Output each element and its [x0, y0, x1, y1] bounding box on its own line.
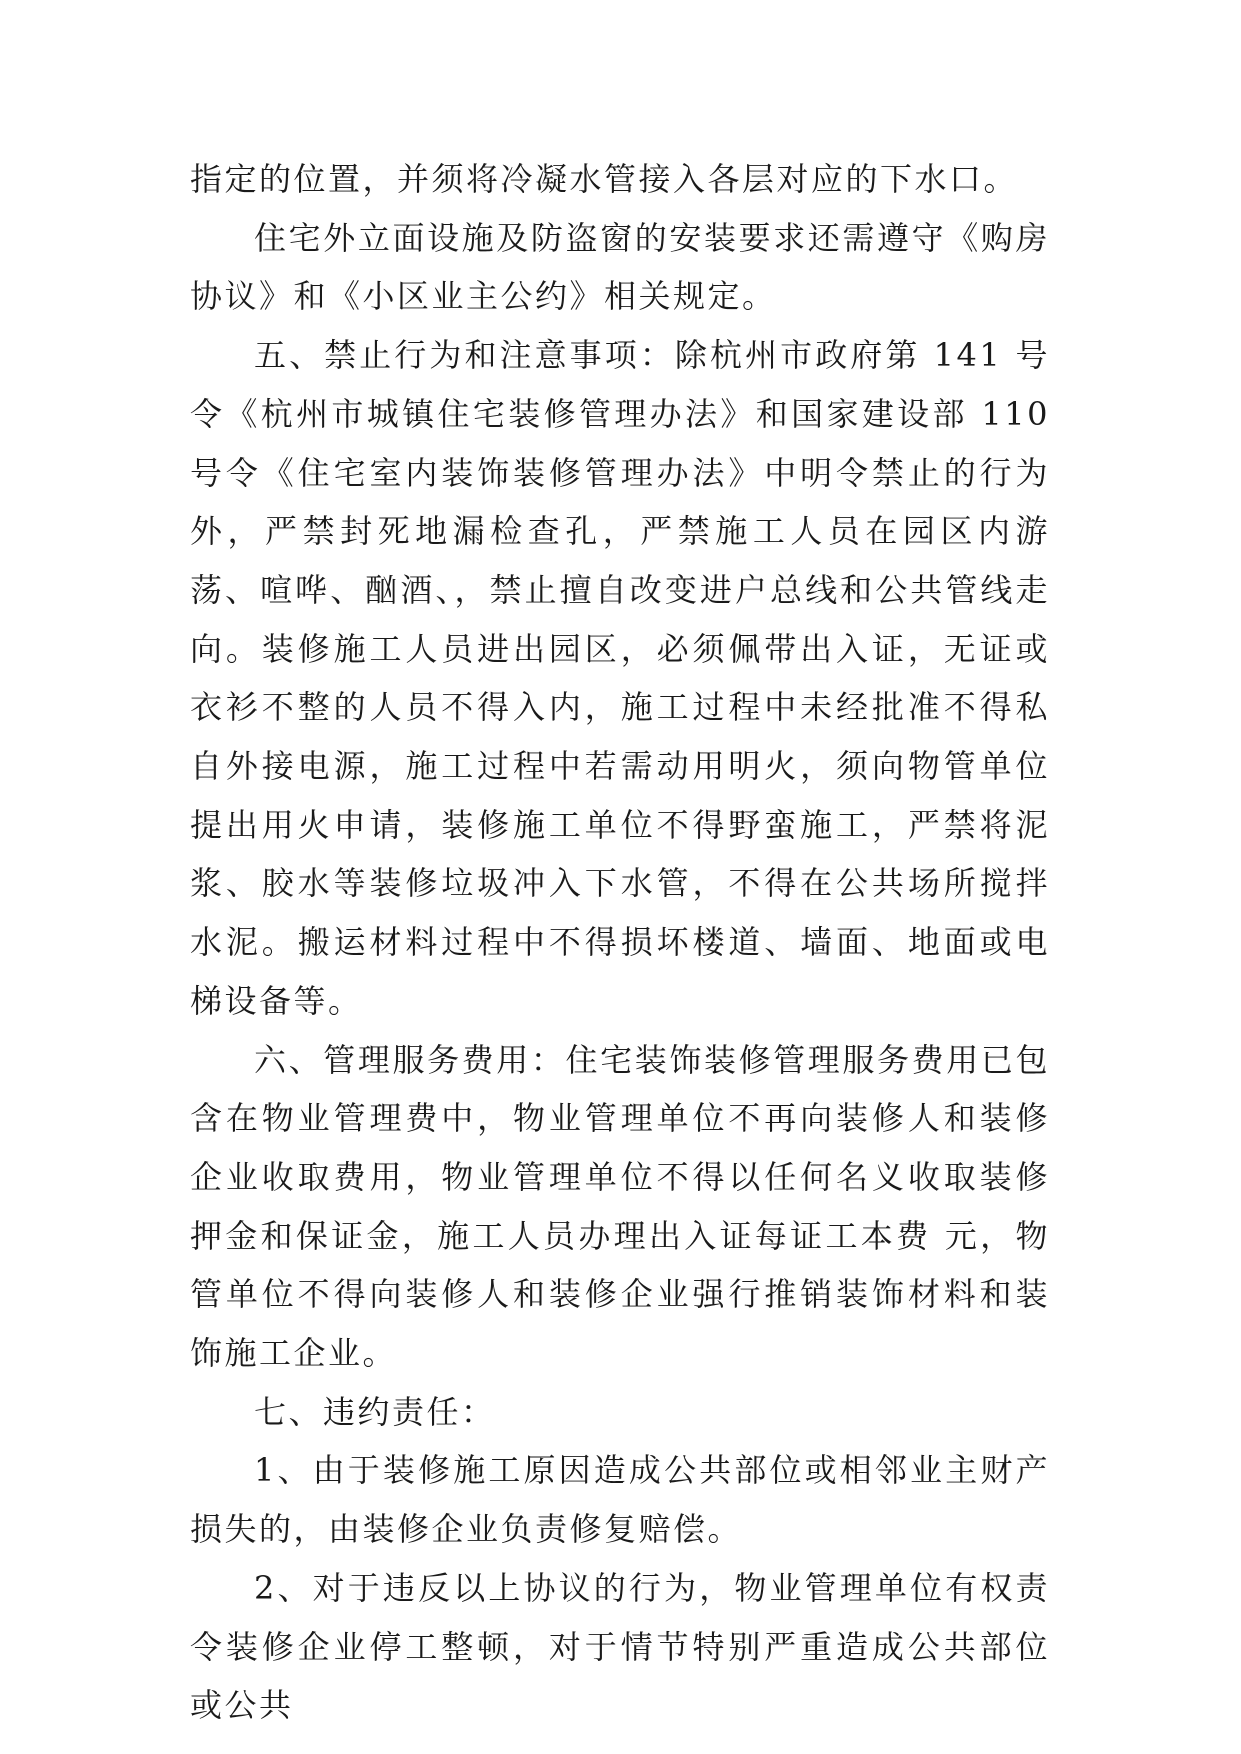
paragraph-section-six: 六、管理服务费用：住宅装饰装修管理服务费用已包含在物业管理费中，物业管理单位不再向装修人和装修企业收取费用，物业管理单位不得以任何名义收取装修押金和保证金，施工人员办理出入证每证工本费 元，物管单位不得向装修人和装修企业强行推销装饰材料和装饰施工企业。 — [190, 1040, 1050, 1373]
paragraph-continuation: 指定的位置，并须将冷凝水管接入各层对应的下水口。 — [190, 160, 1019, 198]
paragraph-section-five: 五、禁止行为和注意事项：除杭州市政府第 141 号令《杭州市城镇住宅装修管理办法》和国家建设部 110 号令《住宅室内装饰装修管理办法》中明令禁止的行为外，严禁封死地漏检查孔，严禁施工人员在园区内游荡、喧哗、酗酒、，禁止擅自改变进户总线和公共管线走向。装修施工人员进出园区，必须佩带出入证，无证或衣衫不整的人员不得入内，施工过程中未经批准不得私自外接电源，施工过程中若需动用明火，须向物管单位提出用火申请，装修施工单位不得野蛮施工，严禁将泥浆、胶水等装修垃圾冲入下水管，不得在公共场所搅拌水泥。搬运材料过程中不得损坏楼道、墙面、地面或电梯设备等。 — [190, 336, 1050, 1020]
paragraph-facade-rules: 住宅外立面设施及防盗窗的安装要求还需遵守《购房协议》和《小区业主公约》相关规定。 — [190, 218, 1050, 316]
paragraph-section-seven-heading: 七、违约责任： — [254, 1392, 496, 1431]
paragraph-item-1: 1、由于装修施工原因造成公共部位或相邻业主财产损失的，由装修企业负责修复赔偿。 — [190, 1451, 1050, 1549]
document-body — [190, 150, 1050, 1735]
paragraph-item-2: 2、对于违反以上协议的行为，物业管理单位有权责令装修企业停工整顿，对于情节特别严重造成公共部位或公共 — [190, 1568, 1050, 1725]
